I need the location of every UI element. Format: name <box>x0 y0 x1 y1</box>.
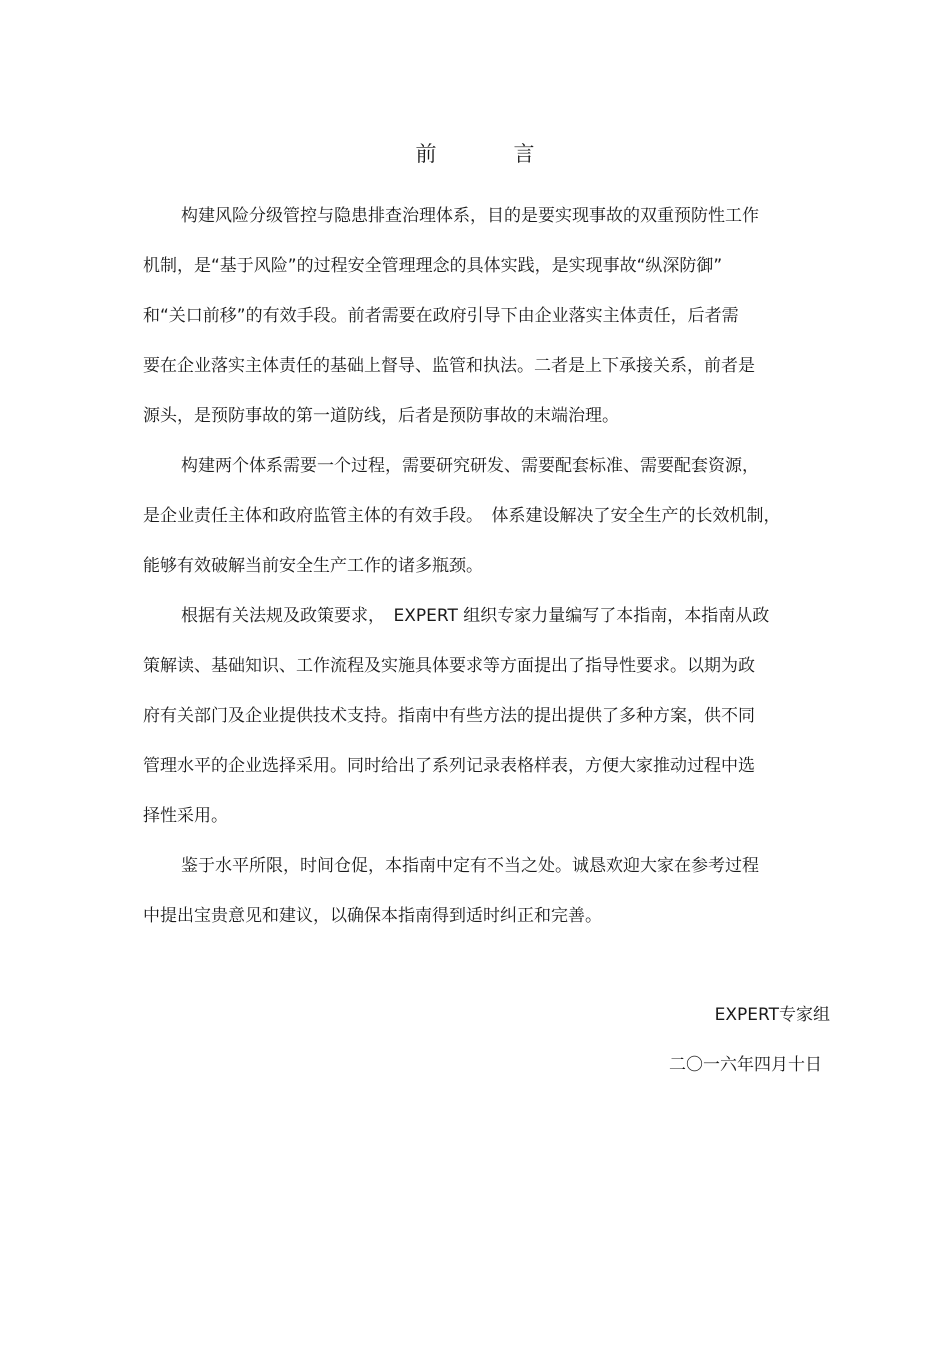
preface-body <box>143 203 815 953</box>
paragraph-line: 府有关部门及企业提供技术支持。指南中有些方法的提出提供了多种方案，供不同 <box>143 706 755 726</box>
paragraph-line: 是企业责任主体和政府监管主体的有效手段。 体系建设解决了安全生产的长效机制， <box>143 506 781 526</box>
paragraph-line: 能够有效破解当前安全生产工作的诸多瓶颈。 <box>143 556 483 576</box>
paragraph-line: 鉴于水平所限，时间仓促，本指南中定有不当之处。诚恳欢迎大家在参考过程 <box>181 856 759 876</box>
paragraph-line: 中提出宝贵意见和建议，以确保本指南得到适时纠正和完善。 <box>143 906 602 926</box>
paragraph-line: 和“关口前移”的有效手段。前者需要在政府引导下由企业落实主体责任，后者需 <box>143 306 739 326</box>
paragraph-line: 要在企业落实主体责任的基础上督导、监管和执法。二者是上下承接关系，前者是 <box>143 356 755 376</box>
signature-date: 二〇一六年四月十日 <box>669 1055 822 1075</box>
paragraph-line: 构建风险分级管控与隐患排查治理体系，目的是要实现事故的双重预防性工作 <box>181 206 759 226</box>
paragraph-line: 择性采用。 <box>143 806 228 826</box>
paragraph-line: 管理水平的企业选择采用。同时给出了系列记录表格样表，方便大家推动过程中选 <box>143 756 755 776</box>
page-title: 前 言 <box>415 142 563 166</box>
paragraph-line: 机制，是“基于风险”的过程安全管理理念的具体实践，是实现事故“纵深防御” <box>143 256 723 276</box>
paragraph-line: 策解读、基础知识、工作流程及实施具体要求等方面提出了指导性要求。以期为政 <box>143 656 755 676</box>
paragraph-line: 根据有关法规及政策要求， EXPERT 组织专家力量编写了本指南，本指南从政 <box>181 606 770 626</box>
signature-group: EXPERT专家组 <box>714 1005 830 1025</box>
paragraph-line: 源头，是预防事故的第一道防线，后者是预防事故的末端治理。 <box>143 406 619 426</box>
paragraph-line: 构建两个体系需要一个过程，需要研究研发、需要配套标准、需要配套资源， <box>181 456 759 476</box>
